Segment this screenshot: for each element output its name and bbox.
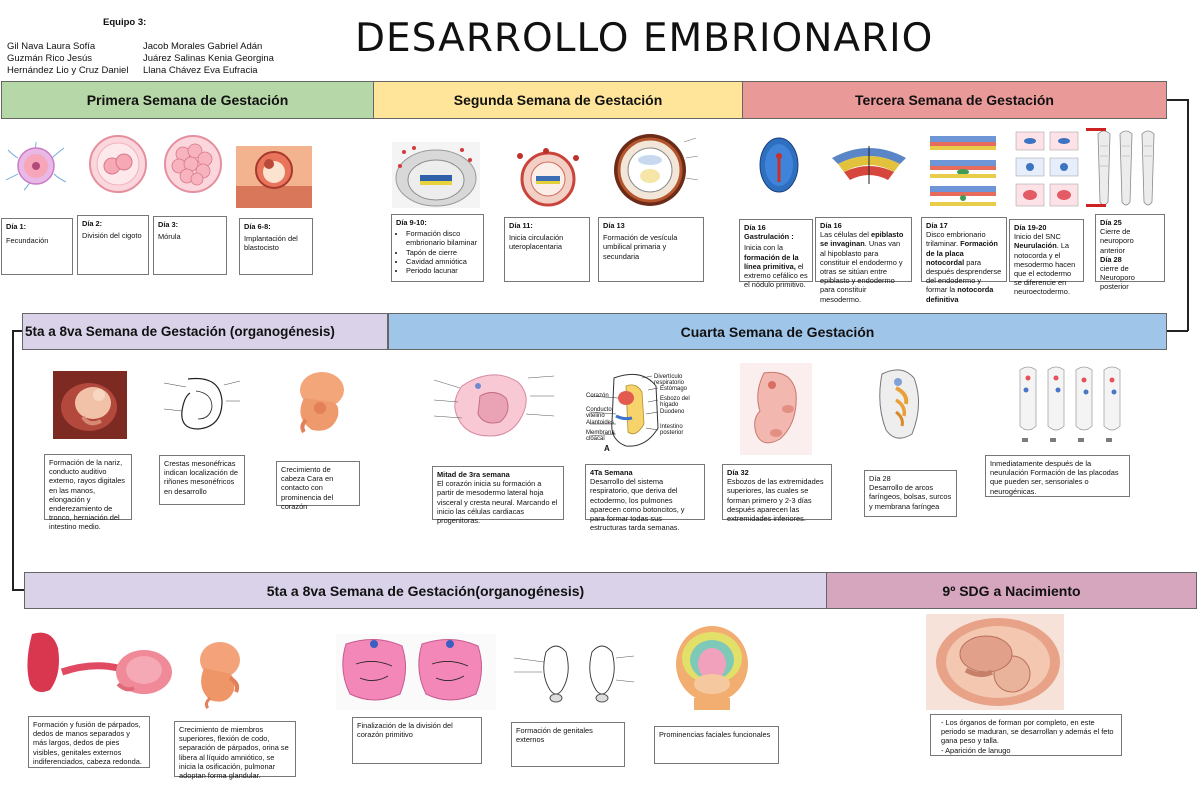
list-item: • Tapón de cierre [406, 248, 479, 257]
connector-line [1166, 99, 1188, 101]
card-day16-epiblast: Día 16 Las células del epiblasto se invaginan. Unas van al hipoblasto para constituir el endodermo y otras se sitúan entre epiblasto y endodermo para constituir mesodermo. [815, 217, 912, 282]
card-day17: Día 17 Disco embrionario trilaminar. Formación de la placa notocordal para después desprenderse del endodermo y formar la notocorda definitiva [921, 217, 1007, 282]
card-day19-20: Día 19-20 Inicio del SNC Neurulación. La notocorda y el mesodermo hacen que el ectodermo se diferencie en neuroectodermo. [1009, 219, 1084, 282]
label-resp-diverticulum: Divertículo respiratorio [654, 374, 685, 386]
implantation-image [236, 146, 312, 208]
card-day2: Día 2: División del cigoto [77, 215, 149, 275]
connector-line [1187, 99, 1189, 331]
bar-week5-8-b: 5ta a 8va Semana de Gestación(organogénesis) [24, 572, 827, 609]
neuropore-image [1084, 126, 1164, 210]
member-name: Hernández Lio y Cruz Daniel [7, 65, 129, 76]
zygote-division-image [82, 134, 154, 194]
card-day32: Día 32 Esbozos de las extremidades superiores, las cuales se forman primero y 2-3 días después aparecen las extremidades inferiores. [722, 464, 832, 520]
eyelid-fusion-image [22, 628, 154, 698]
list-item: • Cavidad amniótica [406, 257, 479, 266]
neurulation-image [1014, 128, 1080, 212]
card-day16-gastrulation: Día 16 Gastrulación : Inicia con la formación de la línea primitiva, el extremo cefálico es el nódulo primitivo. [739, 219, 813, 282]
bar-week3: Tercera Semana de Gestación [742, 81, 1167, 119]
member-name: Guzmán Rico Jesús [7, 53, 93, 64]
member-name: Gil Nava Laura Sofía [7, 41, 96, 52]
card-heart-division: Finalización de la división del corazón primitivo [352, 717, 482, 764]
card-respiratory: 4Ta Semana Desarrollo del sistema respiratorio, que deriva del ectodermo, los pulmones aparecen como botoncitos, y para formar todas sus estructuras tarda semanas. [585, 464, 705, 520]
notochordal-plate-image [922, 132, 1004, 212]
fertilization-image [4, 140, 68, 192]
figure-letter: A [604, 444, 610, 453]
card-day9-10: Día 9-10: • Formación disco embrionario bilaminar • Tapón de cierre • Cavidad amniótica • Periodo lacunar [391, 214, 484, 282]
bar-week9-birth: 9º SDG a Nacimiento [826, 572, 1197, 609]
card-eyelids: Formación y fusión de párpados, dedos de manos separados y más largos, dedos de pies visibles, genitales externos indiferenciados, cabeza redonda. [28, 716, 150, 768]
card-day13: Día 13 Formación de vesícula umbilical primaria y secundaria [598, 217, 704, 282]
card-day3: Día 3: Mórula [153, 216, 227, 275]
connector-line [1166, 330, 1188, 332]
card-head-growth: Crecimiento de cabeza Cara en contacto con prominencia del corazón [276, 461, 360, 506]
card-day28-arches: Día 28 Desarrollo de arcos faríngeos, bolsas, surcos y membrana faríngea [864, 470, 957, 517]
member-name: Juárez Salinas Kenia Georgina [143, 53, 274, 64]
label-heart: Corazón [586, 393, 609, 399]
page-title: DESARROLLO EMBRIONARIO [355, 16, 934, 61]
pharyngeal-arches-image [872, 364, 934, 444]
umbilical-vesicle-image [604, 128, 700, 208]
limb-growth-image [190, 638, 250, 708]
label-hindgut: Intestino posterior [660, 424, 684, 436]
member-name: Llana Chávez Eva Eufracia [143, 65, 258, 76]
bar-week5-8-a: 5ta a 8va Semana de Gestación (organogénesis) [22, 313, 388, 350]
card-day1: Día 1: Fecundación [1, 218, 73, 275]
team-members-left [7, 41, 128, 77]
facial-prominences-image [672, 624, 752, 710]
embryo-photo-image [53, 371, 127, 439]
label-stomach: Estómago [660, 386, 688, 392]
card-heart-formation: Mitad de 3ra semana El corazón inicia su formación a partir de mesodermo lateral hoja visceral y cresta neural. Marcando el inicio las células cardiacas progenitoras. [432, 466, 564, 520]
label-liver-bud: Esbozo del hígado [660, 396, 690, 408]
bar-week2: Segunda Semana de Gestación [373, 81, 743, 119]
card-mesonephric-crests: Crestas mesonéfricas indican localización de riñones mesonéfricos en desarrollo [159, 455, 245, 505]
member-name: Jacob Morales Gabriel Adán [143, 41, 263, 52]
bilaminar-disc-image [392, 142, 480, 208]
label-duodenum: Duodeno [660, 409, 685, 415]
bar-week1: Primera Semana de Gestación [1, 81, 374, 119]
card-limb-growth: Crecimiento de miembros superiores, flexión de codo, separación de párpados, orina se libera al líquido amniótico, se inicia la osificación, pulmonar adoptan forma glandular. [174, 721, 296, 777]
card-day25-28: Día 25 Cierre de neuroporo anterior Día 28 cierre de Neuroporo posterior [1095, 214, 1165, 282]
epiblast-invagination-image [828, 134, 910, 192]
label-cloacal-membrane: Membrana cloacal [586, 430, 615, 442]
label-vitelline-duct: Conducto vitelino [586, 407, 612, 419]
card-day6-8: Día 6-8: Implantación del blastocisto [239, 218, 313, 275]
team-label: Equipo 3: [103, 17, 147, 28]
card-day11: Día 11: Inicia circulación uteroplacentaria [504, 217, 590, 282]
external-genitalia-image [512, 638, 636, 704]
limb-buds-image [740, 363, 812, 455]
card-genitalia: Formación de genitales externos [511, 722, 625, 767]
connector-line [12, 589, 24, 591]
morula-image [157, 134, 229, 194]
card-fetal-maturation: - Los órganos de forman por completo, en este periodo se maduran, se desarrollan y además el feto gana peso y talla. - Aparición de lanugo [930, 714, 1122, 756]
heart-formation-image [432, 366, 556, 446]
respiratory-diverticulum-image [586, 368, 700, 454]
team-members-right [143, 41, 274, 77]
card-facial-prominences: Prominencias faciales funcionales [654, 726, 779, 764]
heart-division-image [336, 634, 496, 710]
label-allantois: Alantoides [586, 420, 615, 426]
list-item: • Periodo lacunar [406, 266, 479, 275]
primitive-streak-image [758, 136, 800, 194]
fetus-in-uterus-image [926, 614, 1064, 710]
embryo-head-growth-image [282, 368, 358, 438]
connector-line [12, 330, 22, 332]
uteroplacental-circulation-image [510, 146, 586, 208]
mesonephric-crest-image [160, 371, 242, 437]
card-placodes: Inmediatamente después de la neurulación Formación de las placodas que pueden ser, sensoriales o neurogénicas. [985, 455, 1130, 497]
card-nose-formation: Formación de la nariz, conducto auditivo externo, rayos digitales en las manos, elongación y enderezamiento de tronco, herniación del intestino medio. [44, 454, 132, 520]
list-item: • Formación disco embrionario bilaminar [406, 229, 479, 247]
connector-line [12, 330, 14, 590]
placodes-image [1014, 364, 1126, 444]
bar-week4: Cuarta Semana de Gestación [388, 313, 1167, 350]
